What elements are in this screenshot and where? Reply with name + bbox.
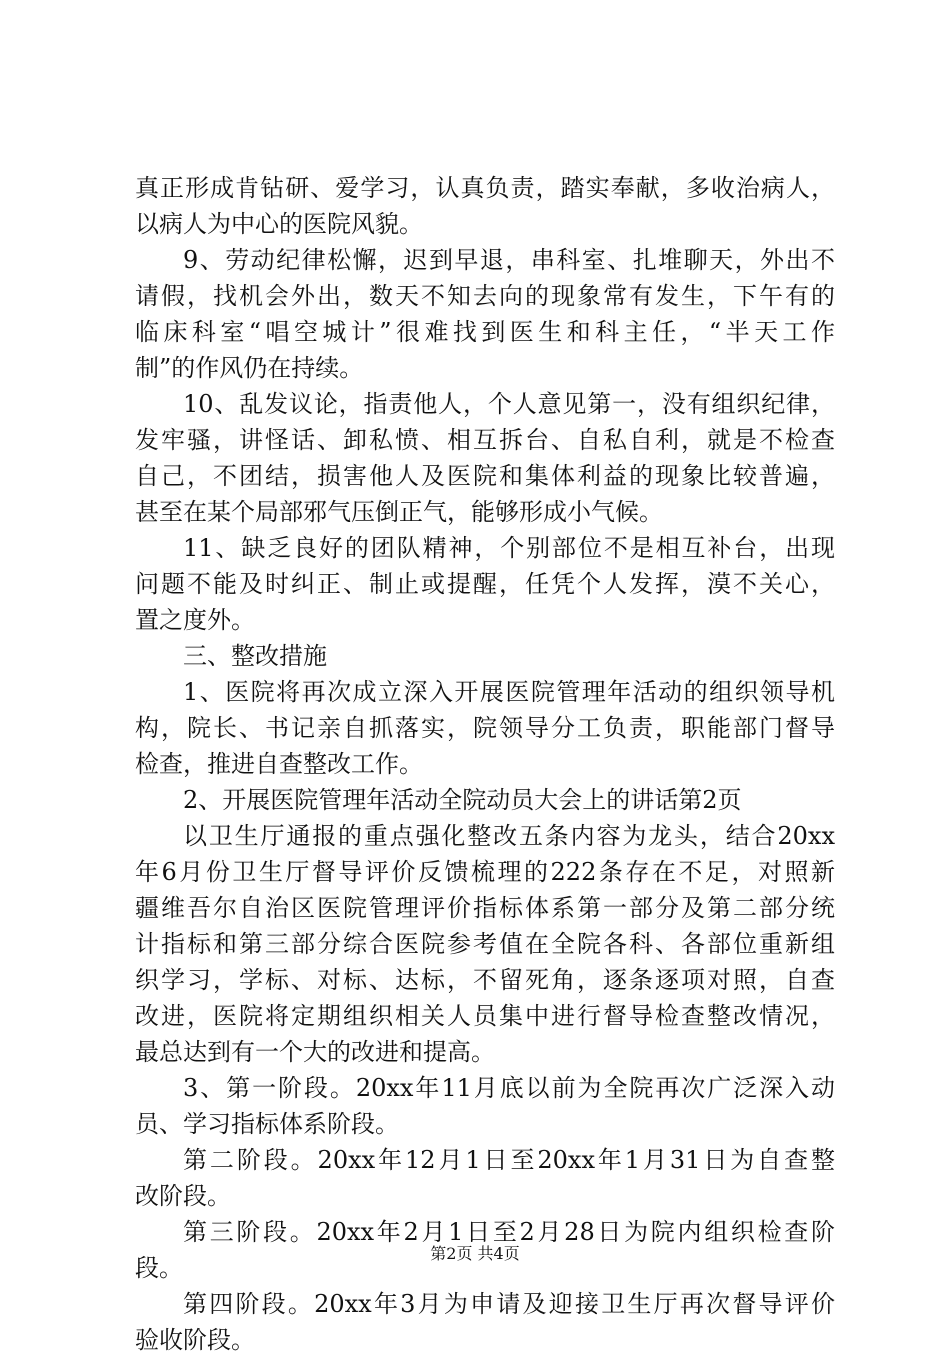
text-line: 段。 [135,1254,183,1282]
text-line: 以病人为中心的医院风貌。 [135,210,423,238]
text-line: 甚至在某个局部邪气压倒正气，能够形成小气候。 [135,498,663,526]
text-line: 问题不能及时纠正、制止或提醒，任凭个人发挥，漠不关心， [135,570,835,598]
measure-item-1: 1、医院将再次成立深入开展医院管理年活动的组织领导机 [183,678,835,706]
text-line: 检查，推进自查整改工作。 [135,750,423,778]
page-number-footer: 第2页 共4页 [430,1244,520,1263]
document-body [135,170,835,1358]
text-line: 疆维吾尔自治区医院管理评价指标体系第一部分及第二部分统 [135,894,835,922]
measure-item-2: 2、开展医院管理年活动全院动员大会上的讲话第2页 [183,786,742,814]
paragraph-start: 以卫生厅通报的重点强化整改五条内容为龙头，结合20xx [183,822,835,850]
text-line: 发牢骚，讲怪话、卸私愤、相互拆台、自私自利，就是不检查 [135,426,835,454]
text-line: 请假，找机会外出，数天不知去向的现象常有发生，下午有的 [135,282,835,310]
text-line: 最总达到有一个大的改进和提高。 [135,1038,495,1066]
section-heading: 三、整改措施 [183,642,327,670]
text-line: 置之度外。 [135,606,255,634]
text-line: 真正形成肯钻研、爱学习，认真负责，踏实奉献，多收治病人， [135,174,835,202]
paragraph-item-9: 9、劳动纪律松懈，迟到早退，串科室、扎堆聊天，外出不 [183,246,835,274]
paragraph-item-11: 11、缺乏良好的团队精神，个别部位不是相互补台，出现 [183,534,835,562]
text-line: 自己，不团结，损害他人及医院和集体利益的现象比较普遍， [135,462,835,490]
text-line: 改阶段。 [135,1182,231,1210]
text-line: 计指标和第三部分综合医院参考值在全院各科、各部位重新组 [135,930,835,958]
text-line: 员、学习指标体系阶段。 [135,1110,399,1138]
text-line: 临床科室“唱空城计”很难找到医生和科主任，“半天工作 [135,318,835,346]
text-line: 验收阶段。 [135,1326,255,1354]
stage-two: 第二阶段。20xx年12月1日至20xx年1月31日为自查整 [183,1146,835,1174]
measure-item-3: 3、第一阶段。20xx年11月底以前为全院再次广泛深入动 [183,1074,835,1102]
text-line: 年6月份卫生厅督导评价反馈梳理的222条存在不足，对照新 [135,858,835,886]
stage-four: 第四阶段。20xx年3月为申请及迎接卫生厅再次督导评价 [183,1290,835,1318]
paragraph-item-10: 10、乱发议论，指责他人，个人意见第一，没有组织纪律， [183,390,835,418]
text-line: 织学习，学标、对标、达标，不留死角，逐条逐项对照，自查 [135,966,835,994]
text-line: 改进，医院将定期组织相关人员集中进行督导检查整改情况， [135,1002,835,1030]
stage-three: 第三阶段。20xx年2月1日至2月28日为院内组织检查阶 [183,1218,835,1246]
text-line: 制”的作风仍在持续。 [135,354,364,382]
text-line: 构，院长、书记亲自抓落实，院领导分工负责，职能部门督导 [135,714,835,742]
